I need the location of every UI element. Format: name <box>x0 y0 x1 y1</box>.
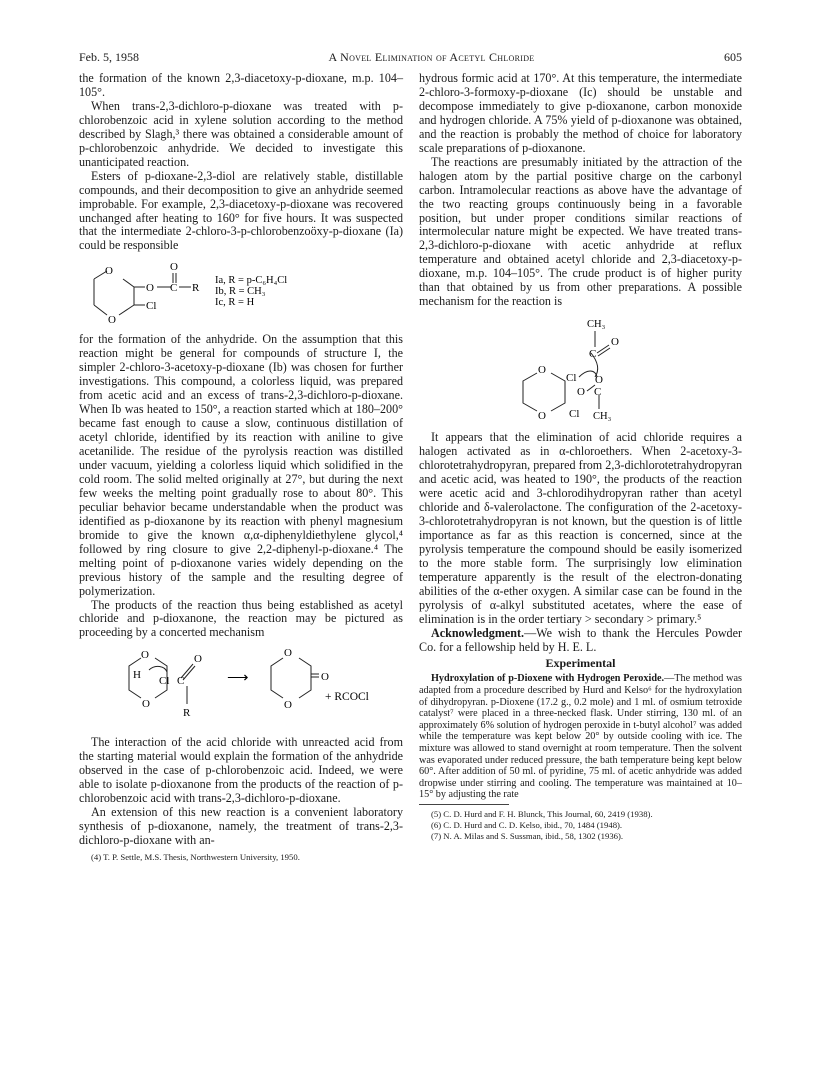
ring3-chlorine-bottom: Cl <box>569 408 580 421</box>
experimental-text: —The method was adapted from a procedure described by Hurd and Kelso⁶ for the hydroxylation of dihydropyran. p-Dioxene (17.2 g., 0.2 mole) and 1 ml. of osmium tetroxide catalyst⁷ were placed in a three-necked flask. Under stirring, 130 ml. of an approximately 6% solution of hydrogen peroxide in t-butyl alcohol⁷ was added while the temperature was kept below 20° by outside cooling with ice. The mixture was allowed to stand overnight at room temperature. Then the solvent was evaporated under reduced pressure, the bath temperature being kept below 60°. After addition of 50 ml. of pyridine, 75 ml. of acetic anhydride was added dropwise under stirring and cooling. The temperature was maintained at 10–15° by adjusting the rate <box>419 673 742 801</box>
footnote-6: (6) C. D. Hurd and C. D. Kelso, ibid., 70, 1484 (1948). <box>431 819 623 830</box>
right-paragraph-1: hydrous formic acid at 170°. At this temperature, the intermediate 2-chloro-3-formoxy-p-dioxane (Ic) should be unstable and decompose immediately to give p-dioxanone, carbon monoxide and hydrogen chloride. A 75% yield of p-dioxanone was obtained, and the reaction is probably the method of choice for laboratory scale preparations of p-dioxanone. <box>419 71 742 155</box>
acknowledgment <box>419 627 742 655</box>
carbonyl-oxygen: O <box>170 261 178 274</box>
ring3-oxygen-right: O <box>595 374 603 387</box>
mech-r-group: R <box>183 707 191 720</box>
carbonyl-carbon: C <box>170 282 178 295</box>
left-paragraph-5: The products of the reaction thus being established as acetyl chloride and p-dioxanone, the reaction may be pictured as proceeding by a concerted mechanism <box>79 597 403 640</box>
header-date: Feb. 5, 1958 <box>79 50 139 64</box>
top-carbon: C <box>589 348 597 361</box>
header-title: A Novel Elimination of Acetyl Chloride <box>328 50 535 64</box>
concerted-mechanism-figure <box>79 644 403 732</box>
compound-label-Ib: Ib, R = CH₃ <box>215 286 266 298</box>
concerted-mechanism-diagram <box>79 644 403 732</box>
acetic-anhydride-mechanism-figure <box>419 313 742 427</box>
experimental-subtitle: Hydroxylation of p-Dioxene with Hydrogen Peroxide. <box>431 673 665 685</box>
ring3-oxygen-top: O <box>538 364 546 377</box>
left-paragraph-4: for the formation of the anhydride. On the assumption that this reaction might be general for compounds of structure I, the simpler 2-chloro-3-acetoxy-p-dioxane (Ib) was chosen for further investigations. This compound, a colorless liquid, was prepared from acetic acid and an excess of trans-2,3-dichloro-p-dioxane. When Ib was heated to 150°, a reaction started which at 180–200° became fast enough to cause a slow, continuous distillation of acetyl chloride, identified by its reaction with aniline to give acetanilide. The residue of the pyrolysis reaction was distilled under vacuum, yielding a colorless liquid which solidified in the cold room. The solid melted originally at 27°, but during the next few weeks the melting point gradually rose to about 80°. This peculiar behavior became understandable when the product was identified as p-dioxanone by its reaction with phenyl magnesium bromide to give the known α,α-diphenyldiethylene glycol,⁴ followed by ring closure to give 2,2-diphenyl-p-dioxane.⁴ The melting point of p-dioxanone varies widely depending on the previous history of the sample and the resulting degree of polymerization. <box>79 332 403 598</box>
mech-carbon: C <box>177 675 185 688</box>
reaction-arrow: ⟶ <box>227 670 249 687</box>
r-group: R <box>192 282 200 295</box>
acknowledgment-label: Acknowledgment. <box>431 625 525 640</box>
ring3-chlorine-top: Cl <box>566 372 577 385</box>
mech-ring-oxygen-bottom: O <box>142 698 150 711</box>
mech-carbonyl-oxygen: O <box>194 653 202 666</box>
left-paragraph-2: When trans-2,3-dichloro-p-dioxane was treated with p-chlorobenzoic acid in xylene solution according to the method described by Slagh,³ there was obtained a considerable amount of p-chlorobenzoic anhydride. We decided to investigate this unanticipated reaction. <box>79 98 403 169</box>
experimental-paragraph <box>419 673 742 801</box>
compound-label-Ia: Ia, R = p-C₆H₄Cl <box>215 275 288 287</box>
compound-label-Ic: Ic, R = H <box>215 297 255 309</box>
footnote-4: (4) T. P. Settle, M.S. Thesis, Northwestern University, 1950. <box>91 851 300 862</box>
top-methyl: CH₃ <box>587 319 606 331</box>
ring3-oxygen-mid: O <box>577 386 585 399</box>
structure-I-figure <box>79 257 403 329</box>
experimental-heading: Experimental <box>545 656 616 671</box>
product-ring-oxygen-bottom: O <box>284 699 292 712</box>
structure-I-diagram <box>79 257 403 329</box>
left-paragraph-7: An extension of this new reaction is a convenient laboratory synthesis of p-dioxanone, namely, the treatment of trans-2,3-dichloro-p-dioxane with an- <box>79 805 403 848</box>
left-paragraph-1: the formation of the known 2,3-diacetoxy-p-dioxane, m.p. 104–105°. <box>79 71 403 99</box>
bottom-methyl: CH₃ <box>593 411 612 423</box>
chlorine-label: Cl <box>146 300 157 313</box>
ring-oxygen-top: O <box>105 265 113 278</box>
product-carbonyl-oxygen: O <box>321 671 329 684</box>
footnote-divider <box>419 804 509 805</box>
right-paragraph-2: The reactions are presumably initiated by the attraction of the halogen atom by the partial positive charge on the carbonyl carbon. Intramolecular reactions as above have the advantage of the two reacting groups continuously being in a favorable position, but under proper conditions similar reactions of intermolecular nature might be expected. We have treated trans-2,3-dichloro-p-dioxane with acetic anhydride at reflux temperature and obtained acetyl chloride and 2,3-diacetoxy-p-dioxane, m.p. 104–105°. The crude product is of higher purity than that obtained by us from other preparations. A possible mechanism for the reaction is <box>419 154 742 309</box>
ring3-oxygen-bottom: O <box>538 410 546 423</box>
ring-oxygen-bottom: O <box>108 314 116 327</box>
top-carbonyl-oxygen: O <box>611 336 619 349</box>
product-ring-oxygen-top: O <box>284 647 292 660</box>
mech-ring-oxygen-top: O <box>141 649 149 662</box>
mech-chlorine: Cl <box>159 675 170 688</box>
byproduct-rcocl: + RCOCl <box>325 691 369 704</box>
mech-hydrogen: H <box>133 669 141 682</box>
acknowledgment-text: —We wish to thank the Hercules Powder Co. for a fellowship held by H. E. L. <box>419 625 742 654</box>
header-page-number: 605 <box>723 50 742 64</box>
acetic-anhydride-mechanism-diagram <box>419 313 742 427</box>
left-paragraph-3: Esters of p-dioxane-2,3-diol are relatively stable, distillable compounds, and their decomposition to give an anhydride seemed improbable. For example, 2,3-diacetoxy-p-dioxane was recovered unchanged after heating to 160° for five hours. It was suspected that the intermediate 2-chloro-3-p-chlorobenzoöxy-p-dioxane (Ia) could be responsible <box>79 168 403 253</box>
footnote-5: (5) C. D. Hurd and F. H. Blunck, This Journal, 60, 2419 (1938). <box>431 808 653 819</box>
ester-oxygen: O <box>146 282 154 295</box>
right-paragraph-3: It appears that the elimination of acid chloride requires a halogen activated as in α-chloroethers. When 2-acetoxy-3-chlorotetrahydropyran, prepared from 2,3-dichlorotetrahydropyran and acetic acid, was heated to 190°, the products of the reaction were acetic acid and 3-chlorodihydropyran rather than acetyl chloride and δ-valerolactone. The configuration of the 2-acetoxy-3-chlorotetrahydropyran is not known, but the question is of little importance as far as this reaction is concerned, since at the pyrolysis temperature the compound should be easily isomerized to the more stable form. The surprisingly low elimination temperature apparently is the result of the electron-donating abilities of the α-ether oxygen. A similar case can be found in the pyrolysis of α-alkyl substituted acetates, where the ease of elimination is in the order tertiary > secondary > primary.⁵ <box>419 430 742 626</box>
left-paragraph-6: The interaction of the acid chloride with unreacted acid from the starting material would explain the formation of the anhydride observed in the case of p-chlorobenzoic acid. Indeed, we were able to isolate p-dioxanone from the products of the reaction of p-chlorobenzoic acid with trans-2,3-dichloro-p-dioxane. <box>79 735 403 806</box>
running-header <box>79 50 742 66</box>
footnote-7: (7) N. A. Milas and S. Sussman, ibid., 58, 1302 (1936). <box>431 830 624 841</box>
ring3-carbon-mid: C <box>594 386 602 399</box>
left-column <box>79 72 403 863</box>
right-column <box>419 72 742 842</box>
